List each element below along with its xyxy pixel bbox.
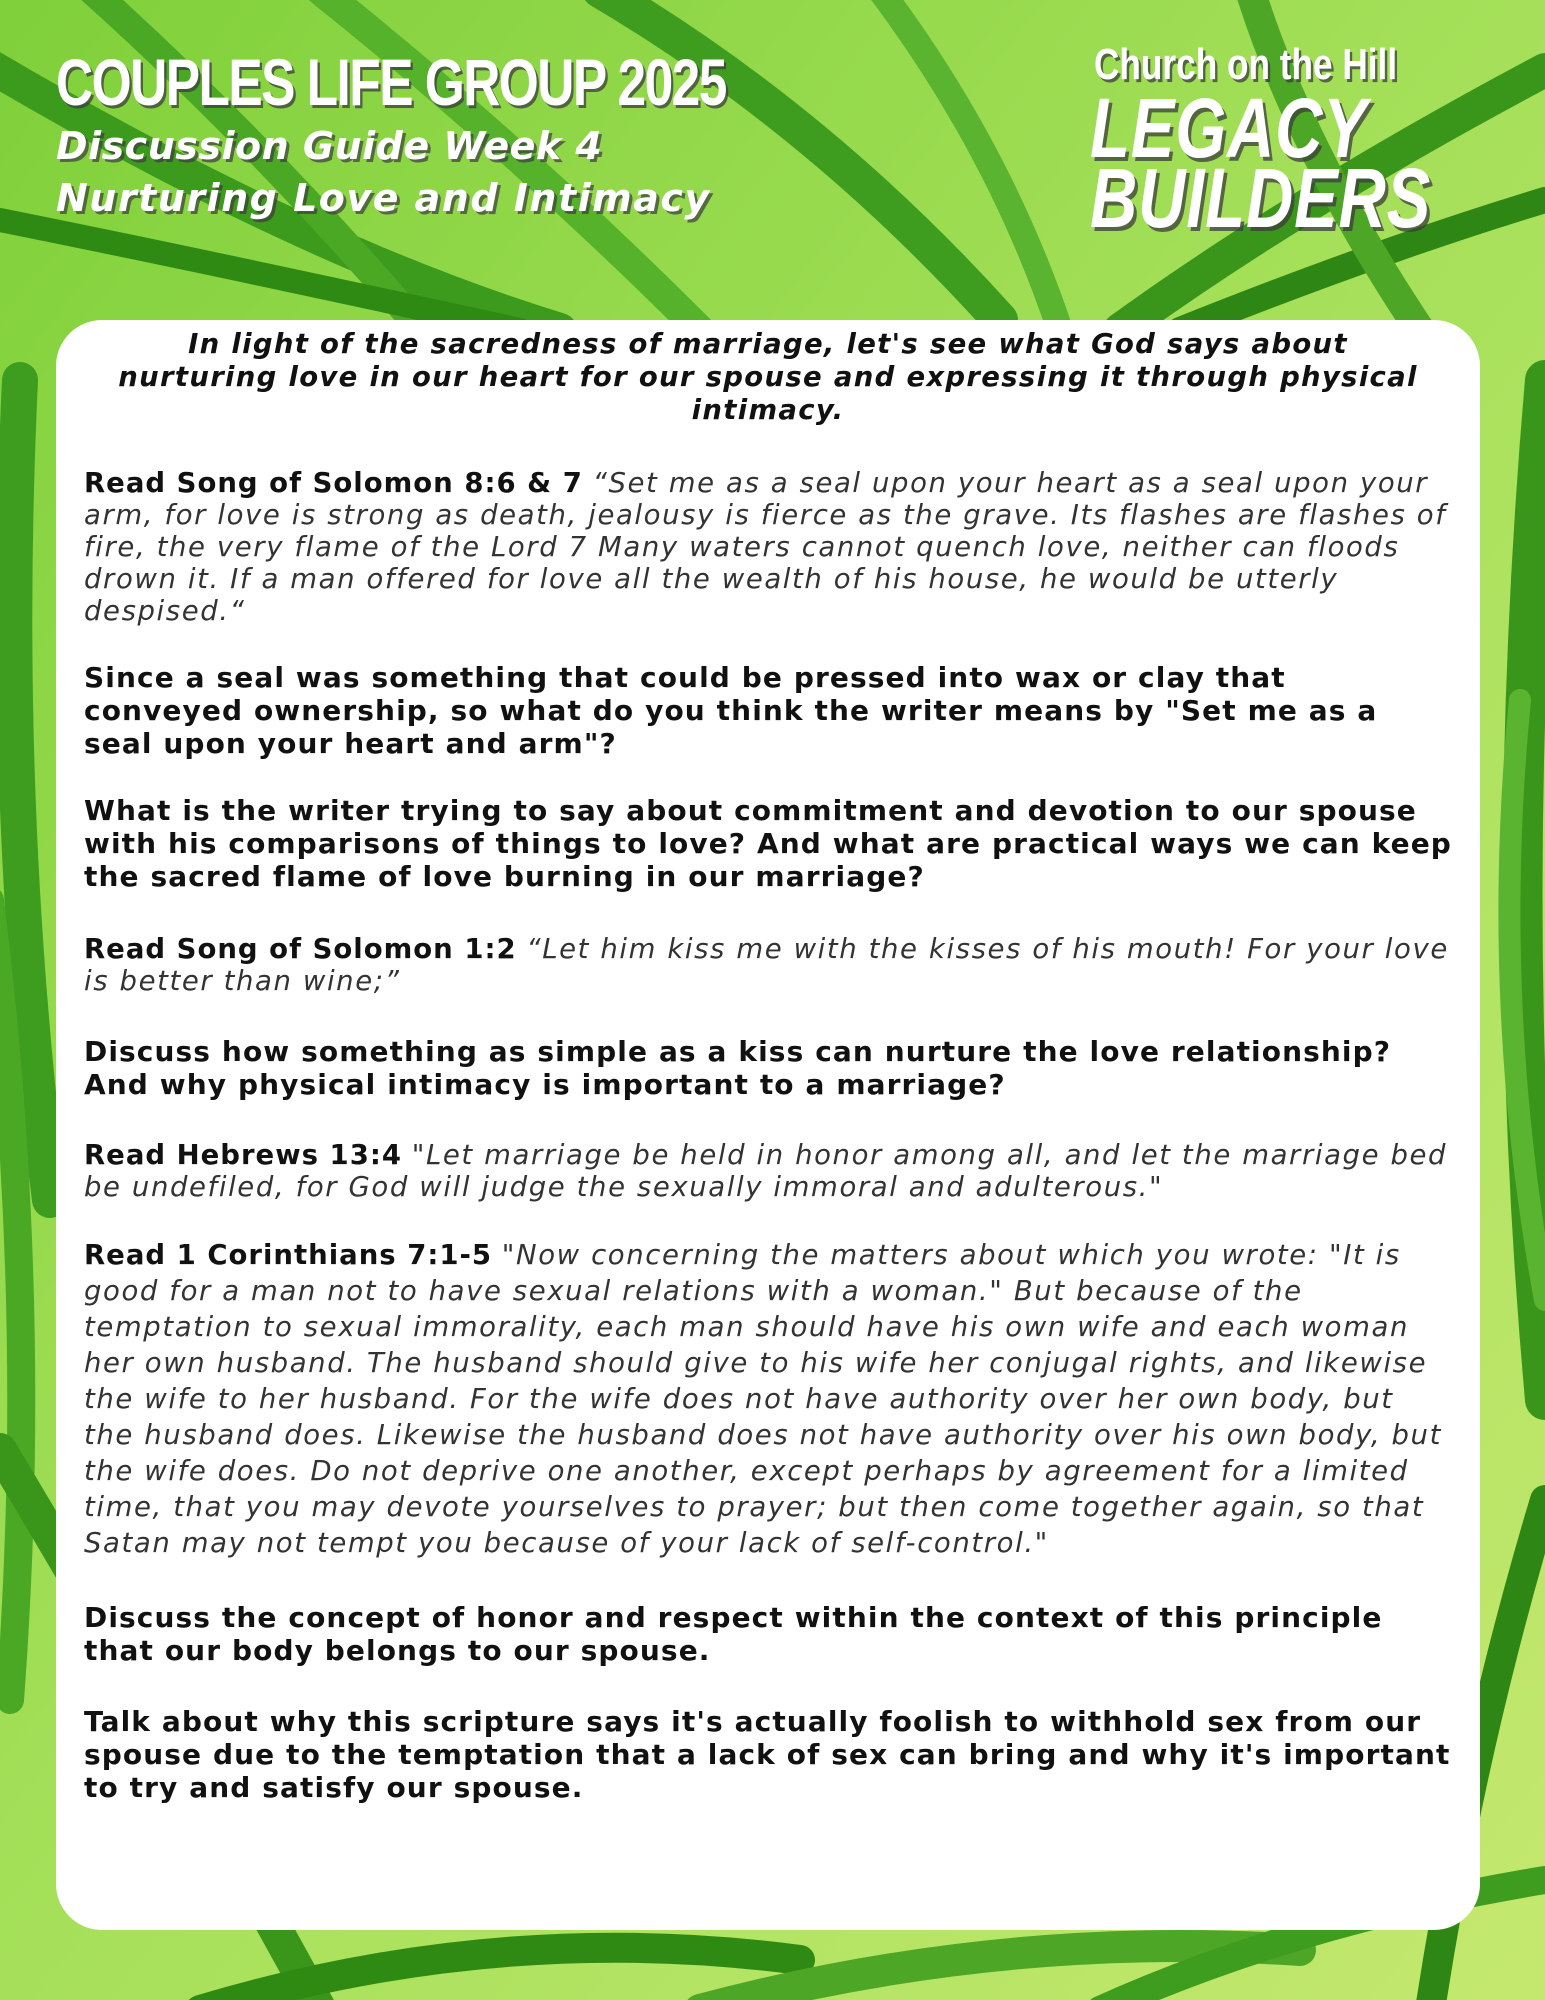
question-text: Since a seal was something that could be pressed into wax or clay that conveyed ownership, so what do you think the writer means by "Set me as a seal upon your heart and arm"? [84, 661, 1378, 760]
topic-subtitle: Nurturing Love and Intimacy [56, 176, 711, 220]
discussion-question [84, 1705, 1452, 1804]
question-text: Discuss the concept of honor and respect within the context of this principle that our body belongs to our spouse. [84, 1601, 1383, 1667]
question-text: Discuss how something as simple as a kiss can nurture the love relationship? And why physical intimacy is important to a marriage? [84, 1035, 1392, 1101]
question-text: What is the writer trying to say about commitment and devotion to our spouse with his comparisons of things to love? And what are practical ways we can keep the sacred flame of love burning in our marriage? [84, 794, 1452, 893]
scripture-reference: Read Song of Solomon 8:6 & 7 [84, 467, 583, 499]
discussion-question [84, 1601, 1452, 1667]
discussion-question [84, 661, 1452, 760]
scripture-reference: Read Hebrews 13:4 [84, 1139, 402, 1171]
scripture-quote: "Let marriage be held in honor among all, and let the marriage bed be undefiled, for God will judge the sexually immoral and adulterous." [84, 1139, 1448, 1203]
discussion-question [84, 1035, 1452, 1101]
brand-logo-line2: BUILDERS [1090, 151, 1432, 245]
scripture-reference: Read 1 Corinthians 7:1-5 [84, 1239, 493, 1271]
intro-statement: In light of the sacredness of marriage, let's see what God says about nurturing love in our heart for our spouse and expressing it through physical intimacy. [118, 328, 1418, 426]
discussion-card [56, 320, 1480, 1930]
scripture-song-of-solomon-1 [84, 933, 1452, 997]
brand-logo-line1: LEGACY [1090, 81, 1368, 175]
page-header [0, 0, 1545, 320]
scripture-reference: Read Song of Solomon 1:2 [84, 933, 517, 965]
question-text: Talk about why this scripture says it's actually foolish to withhold sex from our spouse due to the temptation that a lack of sex can bring and why it's important to try and satisfy our spouse. [84, 1705, 1451, 1804]
discussion-question [84, 794, 1452, 893]
scripture-1-corinthians-7 [84, 1237, 1452, 1561]
scripture-song-of-solomon-8 [84, 467, 1452, 627]
scripture-hebrews-13 [84, 1139, 1452, 1203]
scripture-quote: “Let him kiss me with the kisses of his mouth! For your love is better than wine;” [84, 933, 1449, 997]
page-title: COUPLES LIFE GROUP 2025 [56, 45, 726, 119]
church-name: Church on the Hill [1094, 40, 1398, 89]
discussion-guide-subtitle: Discussion Guide Week 4 [56, 124, 603, 168]
scripture-quote: "Now concerning the matters about which you wrote: "It is good for a man not to have sexual relations with a woman." But because of the temptation to sexual immorality, each man should have his own wife and each woman her own husband. The husband should give to his wife her conjugal rights, and likewise the wife to her husband. For the wife does not have authority over her own body, but the husband does. Likewise the husband does not have authority over his own body, but the wife does. Do not deprive one another, except perhaps by agreement for a limited time, that you may devote yourselves to prayer; but then come together again, so that Satan may not tempt you because of your lack of self-control." [84, 1239, 1442, 1559]
scripture-quote: “Set me as a seal upon your heart as a seal upon your arm, for love is strong as death, jealousy is fierce as the grave. Its flashes are flashes of fire, the very flame of the Lord 7 Many waters cannot quench love, neither can floods drown it. If a man offered for love all the wealth of his house, he would be utterly despised.“ [84, 467, 1447, 627]
